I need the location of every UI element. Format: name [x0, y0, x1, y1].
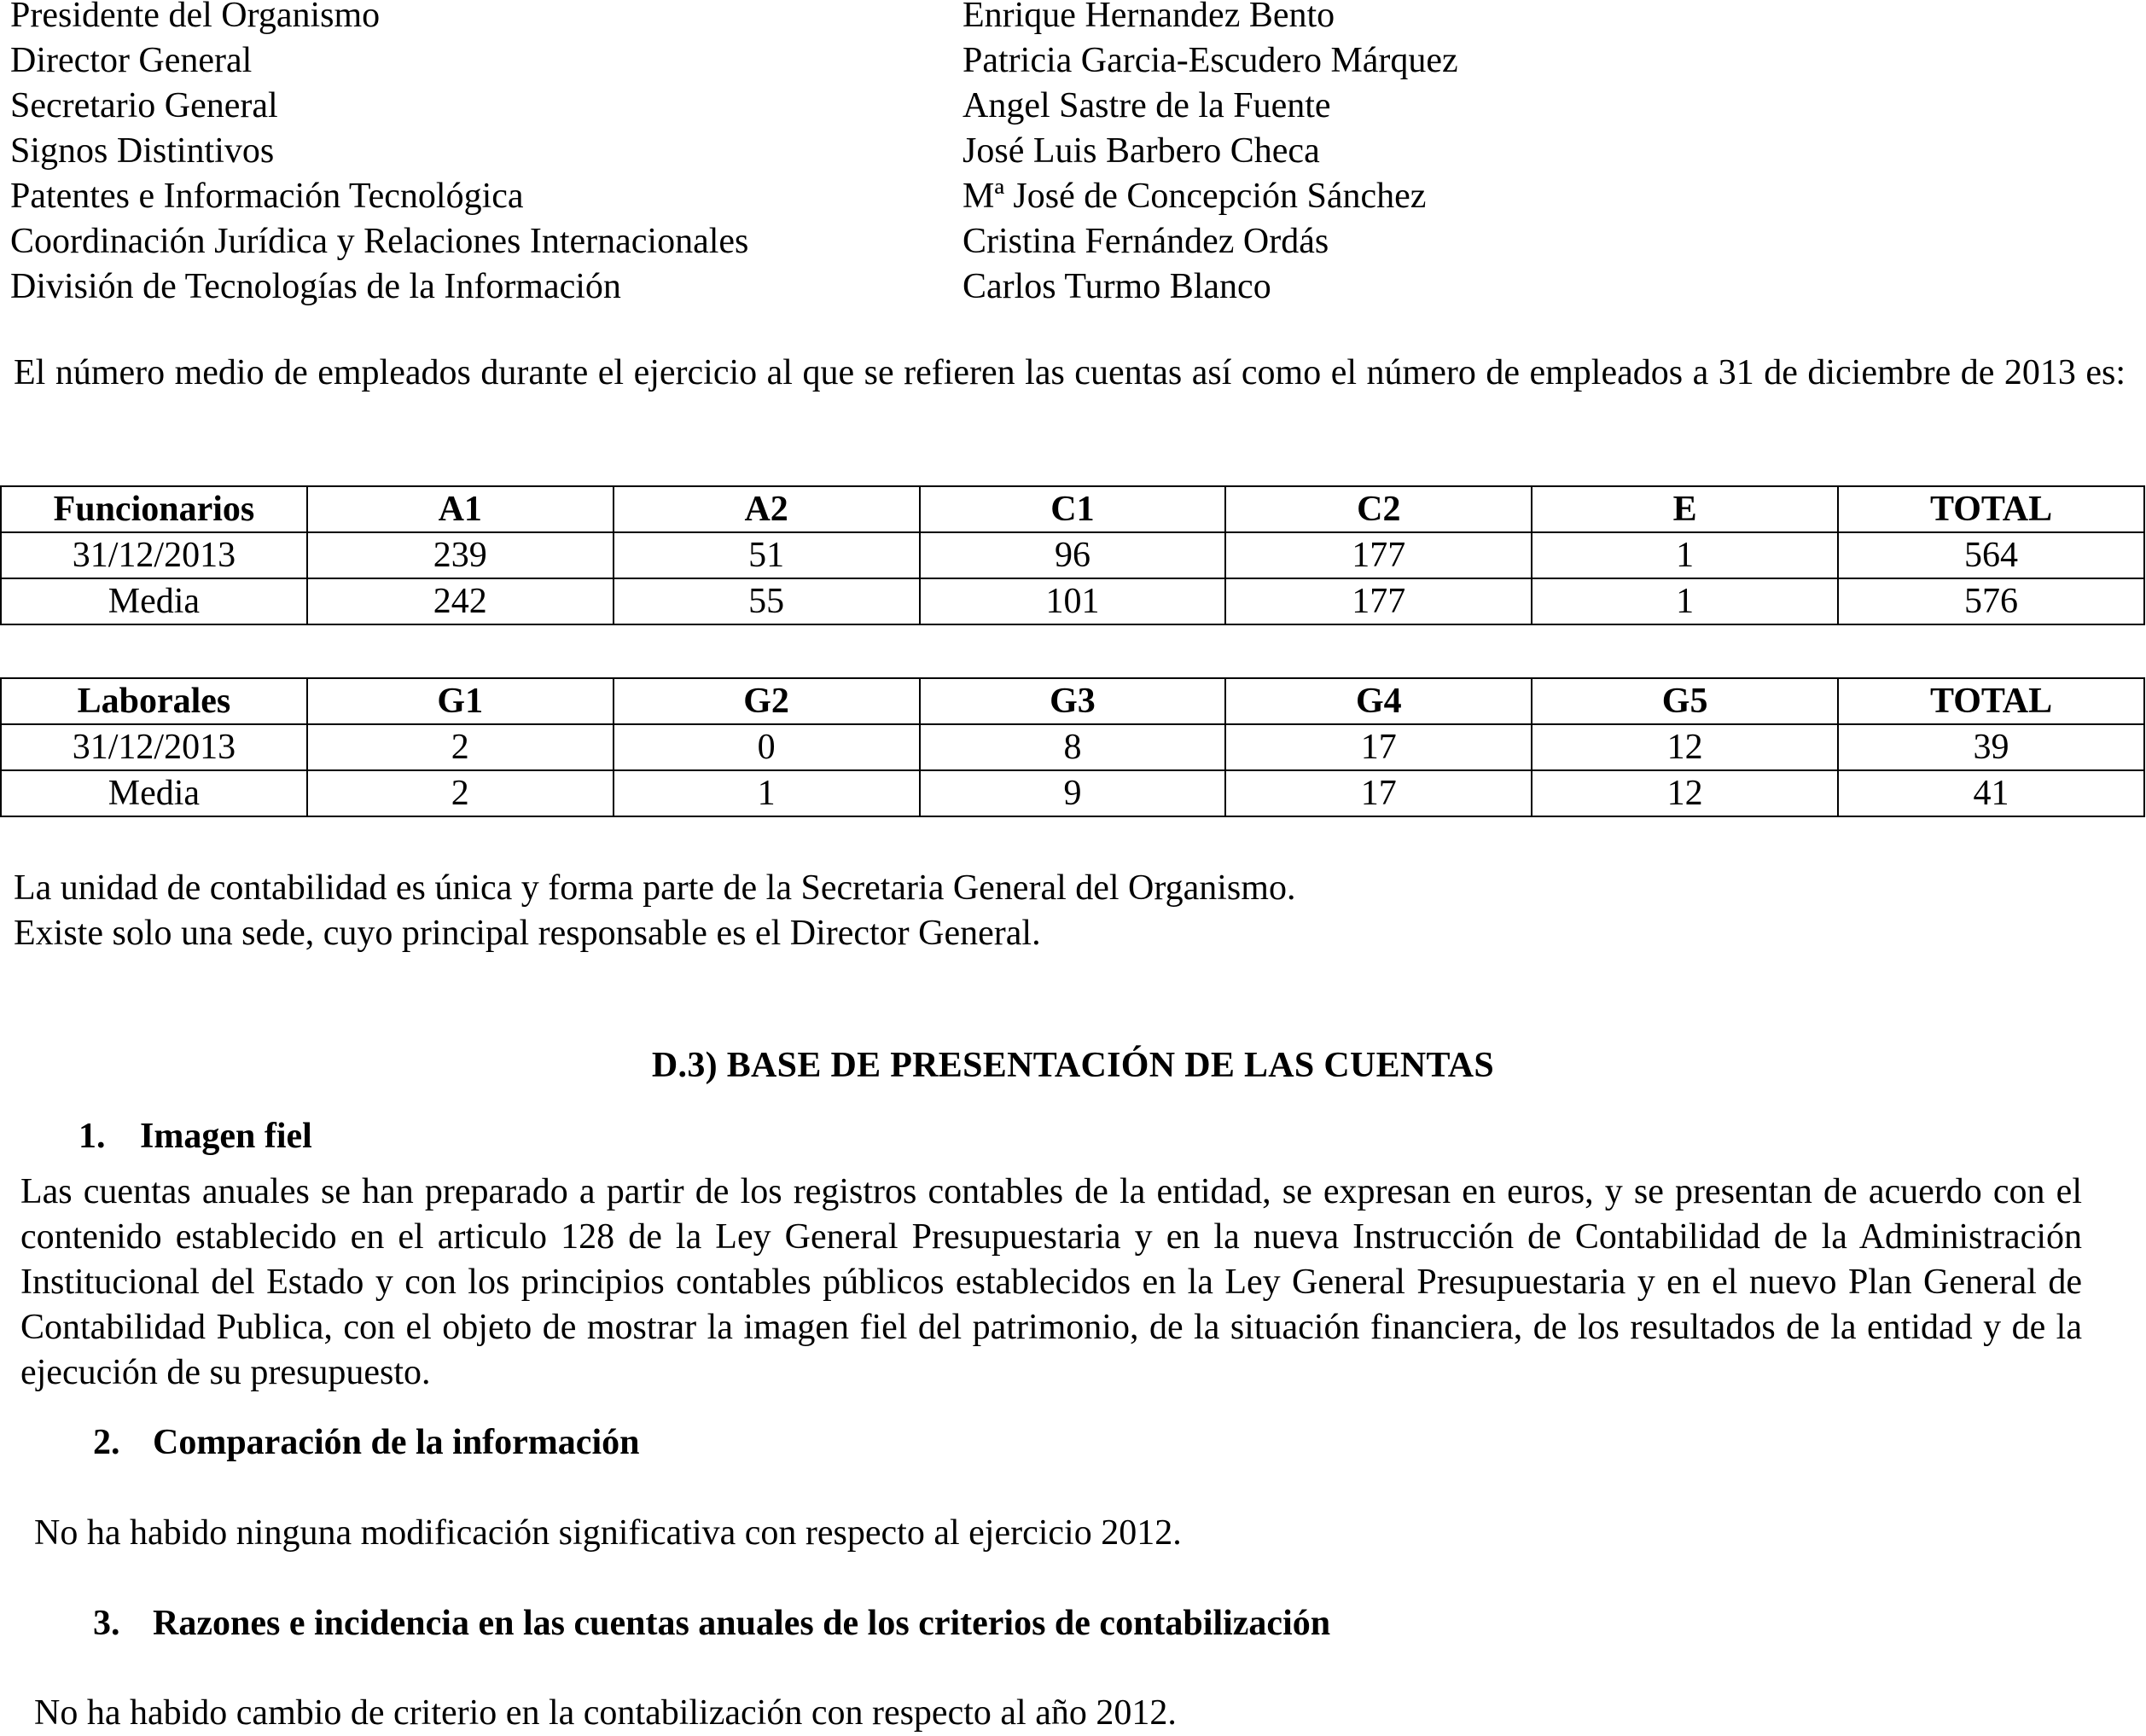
- org-name: Enrique Hernandez Bento: [963, 0, 1335, 35]
- org-role: Secretario General: [10, 86, 278, 125]
- item-title: Comparación de la información: [153, 1423, 640, 1462]
- table-cell: 12: [1532, 770, 1838, 816]
- table-header-cell: A1: [307, 486, 614, 532]
- item-text: No ha habido ninguna modificación significativa con respecto al ejercicio 2012.: [34, 1513, 1182, 1553]
- employees-intro: El número medio de empleados durante el ejercicio al que se refieren las cuentas así como el número de empleados a 31 de diciembre de 2013 es:: [14, 353, 2126, 392]
- accounting-unit-note: La unidad de contabilidad es única y forma parte de la Secretaria General del Organismo.: [14, 868, 1296, 908]
- item-title: Razones e incidencia en las cuentas anuales de los criterios de contabilización: [153, 1604, 1331, 1643]
- table-header-cell: A2: [614, 486, 920, 532]
- table-header-cell: G4: [1225, 678, 1532, 724]
- table-header-cell: G5: [1532, 678, 1838, 724]
- table-cell: 51: [614, 532, 920, 578]
- section-title: D.3) BASE DE PRESENTACIÓN DE LAS CUENTAS: [651, 1046, 1495, 1085]
- table-header-cell: G2: [614, 678, 920, 724]
- table-cell: 17: [1225, 770, 1532, 816]
- laborales-table: [0, 677, 2145, 817]
- org-name: Patricia Garcia-Escudero Márquez: [963, 41, 1458, 80]
- table-cell: 41: [1838, 770, 2144, 816]
- table-cell: 1: [1532, 578, 1838, 624]
- table-cell: 31/12/2013: [1, 724, 307, 770]
- item-number: 1.: [79, 1117, 106, 1156]
- org-role: Coordinación Jurídica y Relaciones Internacionales: [10, 222, 749, 261]
- table-cell: 9: [920, 770, 1226, 816]
- table-row: [1, 770, 2144, 816]
- table-header-row: [1, 678, 2144, 724]
- table-cell: 2: [307, 724, 614, 770]
- table-cell: 1: [1532, 532, 1838, 578]
- org-role: Signos Distintivos: [10, 131, 275, 171]
- table-cell: 0: [614, 724, 920, 770]
- table-cell: 55: [614, 578, 920, 624]
- table-cell: 177: [1225, 532, 1532, 578]
- item-text: No ha habido cambio de criterio en la contabilización con respecto al año 2012.: [34, 1693, 1177, 1733]
- table-cell: 96: [920, 532, 1226, 578]
- table-cell: 39: [1838, 724, 2144, 770]
- table-header-cell: C2: [1225, 486, 1532, 532]
- table-cell: 177: [1225, 578, 1532, 624]
- org-role: Director General: [10, 41, 253, 80]
- table-header-cell: TOTAL: [1838, 678, 2144, 724]
- org-name: José Luis Barbero Checa: [963, 131, 1320, 171]
- table-cell: 31/12/2013: [1, 532, 307, 578]
- item-number: 2.: [93, 1423, 120, 1462]
- org-name: Carlos Turmo Blanco: [963, 267, 1271, 306]
- org-role: División de Tecnologías de la Información: [10, 267, 621, 306]
- table-row: [1, 578, 2144, 624]
- table-cell: 2: [307, 770, 614, 816]
- table-header-cell: C1: [920, 486, 1226, 532]
- table-cell: 576: [1838, 578, 2144, 624]
- table-row: [1, 724, 2144, 770]
- org-role: Presidente del Organismo: [10, 0, 381, 35]
- table-cell: 101: [920, 578, 1226, 624]
- funcionarios-table: [0, 485, 2145, 625]
- org-name: Cristina Fernández Ordás: [963, 222, 1329, 261]
- org-role: Patentes e Información Tecnológica: [10, 177, 524, 216]
- item-title: Imagen fiel: [140, 1117, 312, 1156]
- table-cell: 8: [920, 724, 1226, 770]
- table-cell: 12: [1532, 724, 1838, 770]
- table-cell: Media: [1, 578, 307, 624]
- item-text: Las cuentas anuales se han preparado a partir de los registros contables de la entidad, se expresan en euros, y se presentan de acuerdo con el contenido establecido en el articulo 128 de la Ley General Presupuestaria y en la nueva Instrucción de Contabilidad de la Administración Institucional del Estado y con los principios contables públicos establecidos en la Ley General Presupuestaria y en el nuevo Plan General de Contabilidad Publica, con el objeto de mostrar la imagen fiel del patrimonio, de la situación financiera, de los resultados de la entidad y de la ejecución de su presupuesto.: [20, 1172, 2082, 1392]
- table-cell: 1: [614, 770, 920, 816]
- org-name: Mª José de Concepción Sánchez: [963, 177, 1427, 216]
- table-header-cell: E: [1532, 486, 1838, 532]
- table-cell: 239: [307, 532, 614, 578]
- table-header-cell: G3: [920, 678, 1226, 724]
- table-cell: Media: [1, 770, 307, 816]
- table-header-cell: Laborales: [1, 678, 307, 724]
- table-header-cell: G1: [307, 678, 614, 724]
- org-name: Angel Sastre de la Fuente: [963, 86, 1331, 125]
- table-cell: 564: [1838, 532, 2144, 578]
- table-header-row: [1, 486, 2144, 532]
- item-number: 3.: [93, 1604, 120, 1643]
- table-header-cell: Funcionarios: [1, 486, 307, 532]
- table-header-cell: TOTAL: [1838, 486, 2144, 532]
- table-row: [1, 532, 2144, 578]
- sede-note: Existe solo una sede, cuyo principal responsable es el Director General.: [14, 914, 1041, 953]
- table-cell: 17: [1225, 724, 1532, 770]
- table-cell: 242: [307, 578, 614, 624]
